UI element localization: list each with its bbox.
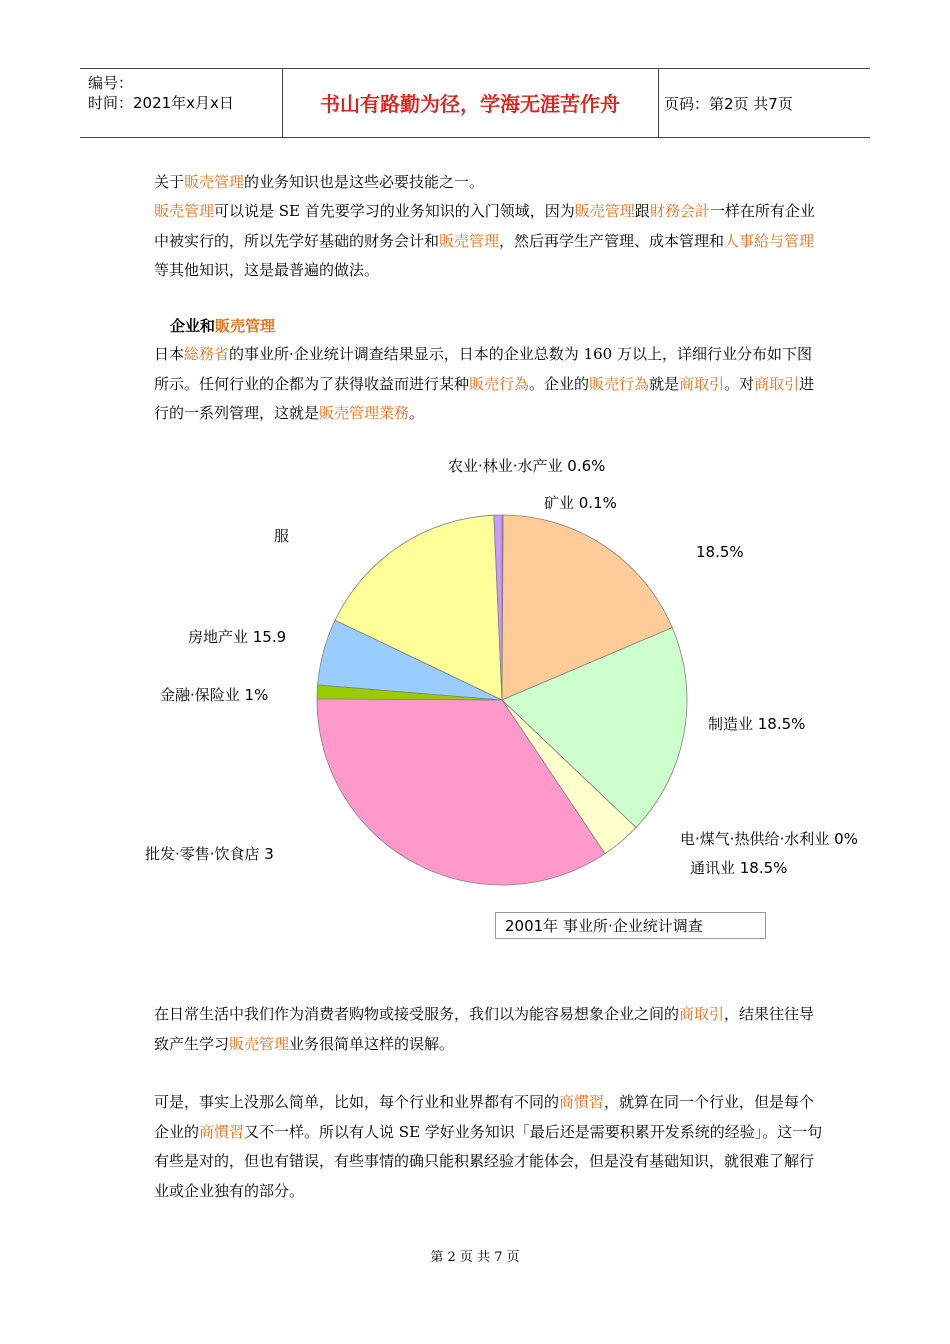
pie-slice-label: 金融·保险业 1% [160, 686, 269, 704]
highlight-term: 商取引 [679, 1005, 725, 1023]
text-run: 的事业所·企业统计调查结果显示，日本的企业总数为 160 万以上，详细行业分布如下图所示。任何行业的企都为了获得收益而进行某种 [154, 345, 812, 393]
header-meta [88, 73, 234, 113]
text-run: 。企业的 [529, 374, 590, 393]
page-footer: 第 2 页 共 7 页 [430, 1250, 520, 1265]
intro-paragraph [154, 197, 824, 286]
text-run: 。 [409, 404, 425, 422]
text-run: 等其他知识，这是最普遍的做法。 [154, 261, 380, 279]
text-run: 就是 [649, 374, 680, 393]
number-label: 编号： [88, 74, 134, 92]
text-run: 进行的一系列管理，这就是 [154, 374, 815, 422]
highlight-term: 販売管理 [184, 173, 245, 191]
highlight-term: 販売管理業務 [319, 404, 410, 422]
highlight-term: 販売行為 [589, 374, 650, 393]
text-run: 跟 [634, 202, 650, 220]
pie-slice-label: 矿业 0.1% [544, 494, 617, 512]
highlight-term: 総務省 [184, 345, 230, 363]
page-header [80, 68, 870, 138]
text-run: 的业务知识也是这些必要技能之一。 [244, 173, 485, 191]
body-paragraph-1 [154, 1000, 824, 1059]
highlight-term: 商取引 [754, 374, 800, 393]
highlight-term: 商慣習 [199, 1122, 245, 1141]
text-run: 业务很简单这样的误解。 [289, 1034, 455, 1053]
header-divider [658, 69, 659, 137]
text-run: 在日常生活中我们作为消费者购物或接受服务，我们以为能容易想象企业之间的 [154, 1005, 680, 1023]
section-heading-plain: 企业和 [170, 317, 216, 335]
pie-slice-label: 制造业 18.5% [708, 715, 806, 733]
text-run: 一样在所有企业中被实行的，所以先学好基础的财务会计和 [154, 202, 815, 250]
text-run: 又不一样。所以有人说 SE 学好业务知识「最后还是需要积累开发系统的经验」。这一句有些是对的，但也有错误，有些事情的确只能积累经验才能体会，但是没有基础知识，就很难了解行业或企业独有的部分。 [154, 1122, 823, 1200]
highlight-term: 販売管理 [574, 202, 635, 220]
highlight-term: 商取引 [679, 374, 725, 393]
pie-slice-label: 房地产业 15.9 [188, 628, 287, 646]
pie-slices [317, 515, 687, 885]
pie-slice-label: 农业·林业·水产业 0.6% [448, 457, 606, 475]
header-motto: 书山有路勤为径，学海无涯苦作舟 [320, 92, 620, 116]
pie-slice-label: 服 [274, 527, 290, 545]
text-run: ，结果往往导致产生学习 [154, 1005, 815, 1053]
highlight-term: 財務会計 [649, 202, 710, 220]
intro-line [154, 168, 824, 198]
highlight-term: 人事給与管理 [724, 231, 815, 250]
highlight-term: 販売行為 [469, 374, 530, 393]
pie-slice-label: 通讯业 18.5% [690, 859, 788, 877]
highlight-term: 販売管理 [154, 202, 215, 220]
highlight-term: 販売管理 [439, 231, 500, 250]
text-run: 。对 [724, 374, 755, 393]
text-run: 日本 [154, 345, 185, 363]
text-run: 可以说是 SE 首先要学习的业务知识的入门领域，因为 [214, 202, 575, 220]
body-paragraph-2 [154, 1088, 824, 1206]
highlight-term: 販売管理 [229, 1034, 290, 1053]
section-heading [170, 312, 275, 340]
header-page-label: 页码：第2页 共7页 [664, 95, 793, 113]
text-run: ，就算在同一个行业，但是每个企业的 [154, 1093, 815, 1141]
text-run: ，然后再学生产管理、成本管理和 [499, 231, 725, 250]
pie-slice-label: 批发·零售·饮食店 3 [145, 845, 274, 863]
section-paragraph [154, 340, 824, 429]
time-label: 时间：2021年x月x日 [88, 94, 234, 112]
pie-slice-label: 18.5% [696, 543, 744, 561]
text-run: 可是，事实上没那么简单，比如，每个行业和业界都有不同的 [154, 1093, 560, 1111]
chart-caption: 2001年 事业所·企业统计调查 [495, 912, 766, 939]
section-heading-highlight: 販売管理 [215, 317, 276, 335]
pie-slice-label: 电·煤气·热供给·水利业 0% [680, 830, 858, 848]
industry-pie-chart [0, 440, 950, 910]
highlight-term: 商慣習 [559, 1093, 605, 1111]
text-run: 关于 [154, 173, 185, 191]
